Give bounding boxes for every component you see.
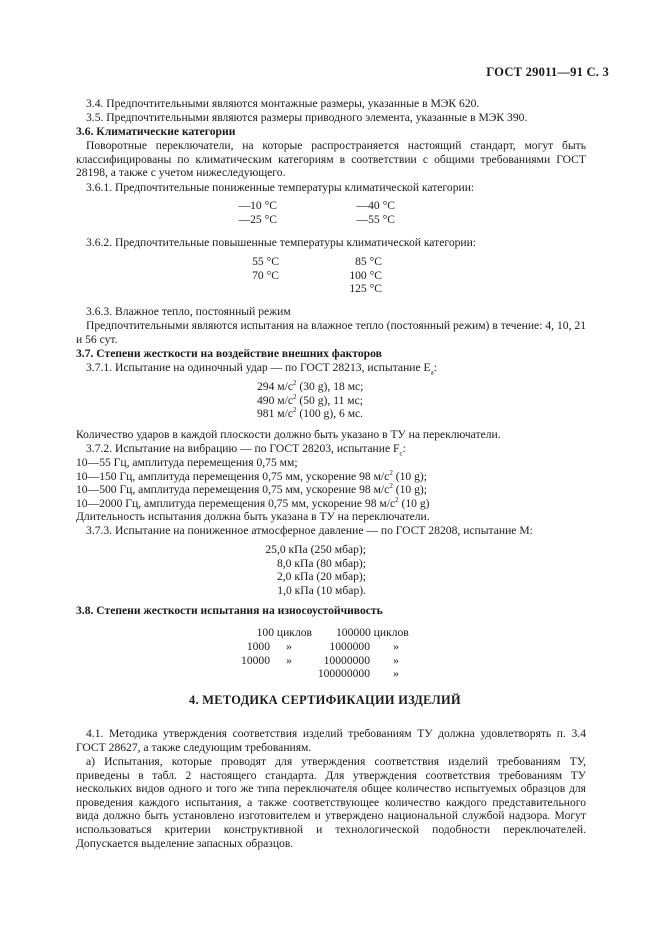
shock-count-note: Количество ударов в каждой плоскости должно быть указано в ТУ на переключатели. [76,428,501,441]
vibration-line: 10—2000 Гц, амплитуда перемещения 0,75 мм, ускорение 98 $м/с^2$ (10 g) [76,495,430,510]
vibration-line: 10—500 Гц, амплитуда перемещения 0,75 мм, ускорение 98 $м/с^2$ (10 g); [76,482,427,497]
ditto-mark: » [393,667,399,681]
shock-value: 294 $м/с^2$ (30 g), 18 мс; [257,379,364,393]
temp-value: 85 °С [355,255,382,268]
cycles-col1 [222,626,312,640]
ditto-mark: » [286,640,292,653]
subscript: a [430,368,434,377]
temp-value: —10 °С [238,199,277,212]
temp-value: 70 °С [252,268,279,282]
clause-3-6-1: 3.6.1. Предпочтительные пониженные температуры климатической категории: [86,181,475,194]
pressure-value: 2,0 кПа (20 мбар); [276,570,366,584]
section-4-title: 4. МЕТОДИКА СЕРТИФИКАЦИИ ИЗДЕЛИЙ [189,693,461,707]
heading-3-6: 3.6. Климатические категории [76,125,236,138]
shock-value: 490 $м/с^2$ (50 g), 11 мс; [257,392,363,407]
heading-3-7: 3.7. Степени жесткости на воздействие внешних факторов [76,347,382,360]
clause-text: 3.7.2. Испытание на вибрацию — по ГОСТ 28203, испытание F [86,442,400,455]
cycles-value: 100 циклов [256,626,312,639]
temp-value: 100 °С [349,268,382,282]
clause-4-1: 4.1. Методика утверждения соответствия изделий требованиям ТУ должна удовлетворять п. 3.4 ГОСТ 28627, а также следующим требованиям. [76,727,586,754]
cycles-value: 10000000 [323,653,370,667]
temp-value: —40 °С [356,199,395,212]
temp-value: —25 °С [238,212,277,226]
high-temps-right [330,255,382,296]
clause-3-7-2 [86,442,406,456]
ditto-mark: » [286,653,292,667]
cycles-col1-rows [222,640,270,667]
shock-value: 981 $м/с^2$ (100 g), 6 мс. [257,406,364,421]
clause-3-5: 3.5. Предпочтительными являются размеры приводного элемента, указанные в МЭК 390. [86,111,528,124]
clause-3-7-1 [86,361,437,375]
vibration-line: 10—150 Гц, амплитуда перемещения 0,75 мм, ускорение 98 $м/с^2$ (10 g); [76,468,427,483]
temp-value: —55 °С [356,212,395,226]
ditto-mark: » [393,653,399,667]
cycles-value: 100000000 [317,667,370,681]
low-temps-left [215,199,277,226]
low-temps-right [333,199,395,226]
pressure-value: 25,0 кПа (250 мбар); [265,543,366,556]
cycles-col2-rows [290,640,370,681]
subscript: c [399,449,403,458]
vibration-lines [76,456,430,510]
cycles-col2-head [336,626,409,640]
clause-4-1-a: а) Испытания, которые проводят для утверждения соответствия изделий требованиям ТУ, приведены в табл. 2 настоящего стандарта. Для утверждения соответствия требованиям ТУ нескольких видов одного и того же типа переключателя общее количество испытуемых образцов для проведения каждого испытания, а также соответствующее количество каждого представительного вида должно быть установлено изготовителем и утверждено национальной службой надзора. Могут использоваться критерии конструктивной и технологической подобности переключателей. Допускается выделение запасных образцов. [76,755,586,850]
vibration-duration-note: Длительность испытания должна быть указана в ТУ на переключатели. [76,510,430,523]
pressure-value: 1,0 кПа (10 мбар). [277,583,366,597]
cycles-value: 1000000 [329,640,370,653]
temp-value: 55 °С [252,255,279,268]
clause-3-6-3-text: Предпочтительными являются испытания на влажное тепло (постоянный режим) в течение: 4, 10, 21 и 56 сут. [76,319,586,346]
clause-text-end: : [433,361,437,374]
pressure-value: 8,0 кПа (80 мбар); [276,556,366,570]
pressure-values [250,543,366,597]
shock-values [257,380,363,421]
cycles-value: 10000 [241,653,270,667]
clause-3-6-2: 3.6.2. Предпочтительные повышенные температуры климатической категории: [86,236,477,249]
cycles-col2-ditto [390,640,402,681]
high-temps-left [228,255,279,282]
cycles-value: 1000 [246,640,270,653]
clause-text: 3.7.1. Испытание на одиночный удар — по ГОСТ 28213, испытание E [86,361,431,374]
clause-3-6-3: 3.6.3. Влажное тепло, постоянный режим [86,305,291,318]
vibration-line: 10—55 Гц, амплитуда перемещения 0,75 мм; [76,456,298,469]
temp-value: 125 °С [349,282,382,296]
cycles-value: 100000 циклов [336,626,409,639]
clause-3-6-intro: Поворотные переключатели, на которые распространяется настоящий стандарт, могут быть классифицированы по климатическим категориям в соответствии с общими требованиями ГОСТ 28198, а также с учетом нижеследующего. [76,139,586,180]
clause-3-4: 3.4. Предпочтительными являются монтажные размеры, указанные в МЭК 620. [86,97,480,110]
clause-text-end: : [402,442,406,455]
page-header: ГОСТ 29011—91 С. 3 [486,65,609,79]
ditto-mark: » [393,640,399,653]
heading-3-8: 3.8. Степени жесткости испытания на износоустойчивость [76,604,383,617]
clause-3-7-3: 3.7.3. Испытание на пониженное атмосферное давление — по ГОСТ 28208, испытание М: [86,524,533,537]
